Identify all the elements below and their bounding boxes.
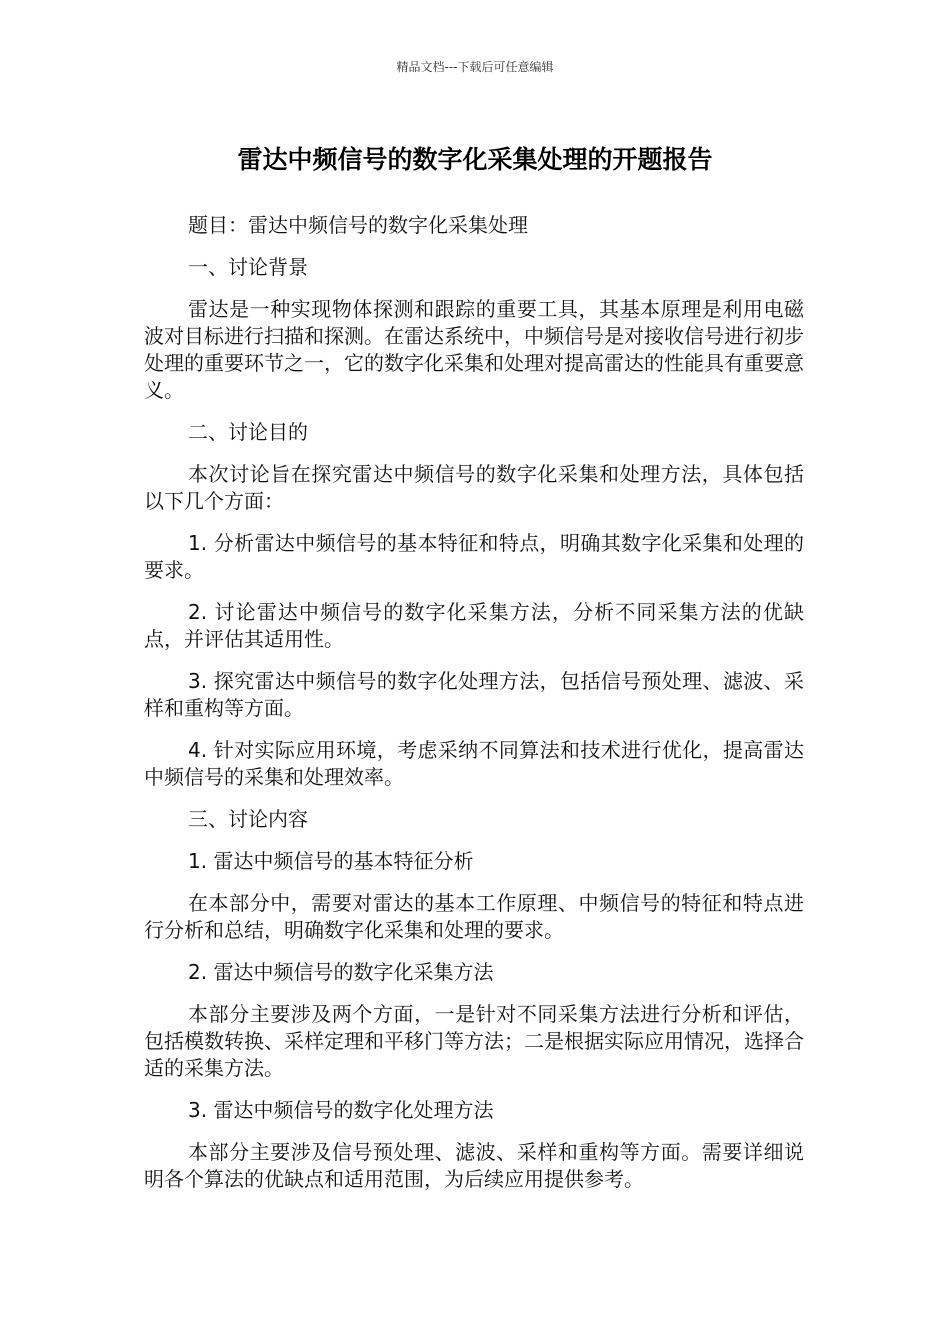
document-body	[144, 212, 804, 1208]
paragraph-content-1: 在本部分中，需要对雷达的基本工作原理、中频信号的特征和特点进行分析和总结，明确数字化采集和处理的要求。	[144, 891, 804, 942]
list-item-purpose-3: 3. 探究雷达中频信号的数字化处理方法，包括信号预处理、滤波、采样和重构等方面。	[144, 669, 804, 720]
heading-purpose: 二、讨论目的	[188, 420, 308, 444]
subheading-content-1: 1. 雷达中频信号的基本特征分析	[188, 849, 474, 873]
list-item-purpose-4: 4. 针对实际应用环境，考虑采纳不同算法和技术进行优化，提高雷达中频信号的采集和处理效率。	[144, 738, 804, 789]
header-note: 精品文档---下载后可任意编辑	[396, 60, 554, 74]
subheading-content-3: 3. 雷达中频信号的数字化处理方法	[188, 1098, 494, 1122]
list-item-purpose-1: 1. 分析雷达中频信号的基本特征和特点，明确其数字化采集和处理的要求。	[144, 531, 804, 582]
paragraph-content-3: 本部分主要涉及信号预处理、滤波、采样和重构等方面。需要详细说明各个算法的优缺点和适用范围，为后续应用提供参考。	[144, 1140, 804, 1191]
heading-background: 一、讨论背景	[188, 255, 308, 279]
document-title: 雷达中频信号的数字化采集处理的开题报告	[237, 145, 713, 174]
heading-content: 三、讨论内容	[188, 807, 308, 831]
list-item-purpose-2: 2. 讨论雷达中频信号的数字化采集方法，分析不同采集方法的优缺点，并评估其适用性。	[144, 600, 804, 651]
paragraph-purpose-intro: 本次讨论旨在探究雷达中频信号的数字化采集和处理方法，具体包括以下几个方面：	[144, 462, 804, 513]
subheading-content-2: 2. 雷达中频信号的数字化采集方法	[188, 960, 494, 984]
paragraph-topic: 题目：雷达中频信号的数字化采集处理	[188, 213, 528, 237]
paragraph-content-2: 本部分主要涉及两个方面，一是针对不同采集方法进行分析和评估，包括模数转换、采样定理和平移门等方法；二是根据实际应用情况，选择合适的采集方法。	[144, 1002, 804, 1080]
paragraph-background: 雷达是一种实现物体探测和跟踪的重要工具，其基本原理是利用电磁波对目标进行扫描和探测。在雷达系统中，中频信号是对接收信号进行初步处理的重要环节之一，它的数字化采集和处理对提高雷达的性能具有重要意义。	[144, 297, 804, 402]
